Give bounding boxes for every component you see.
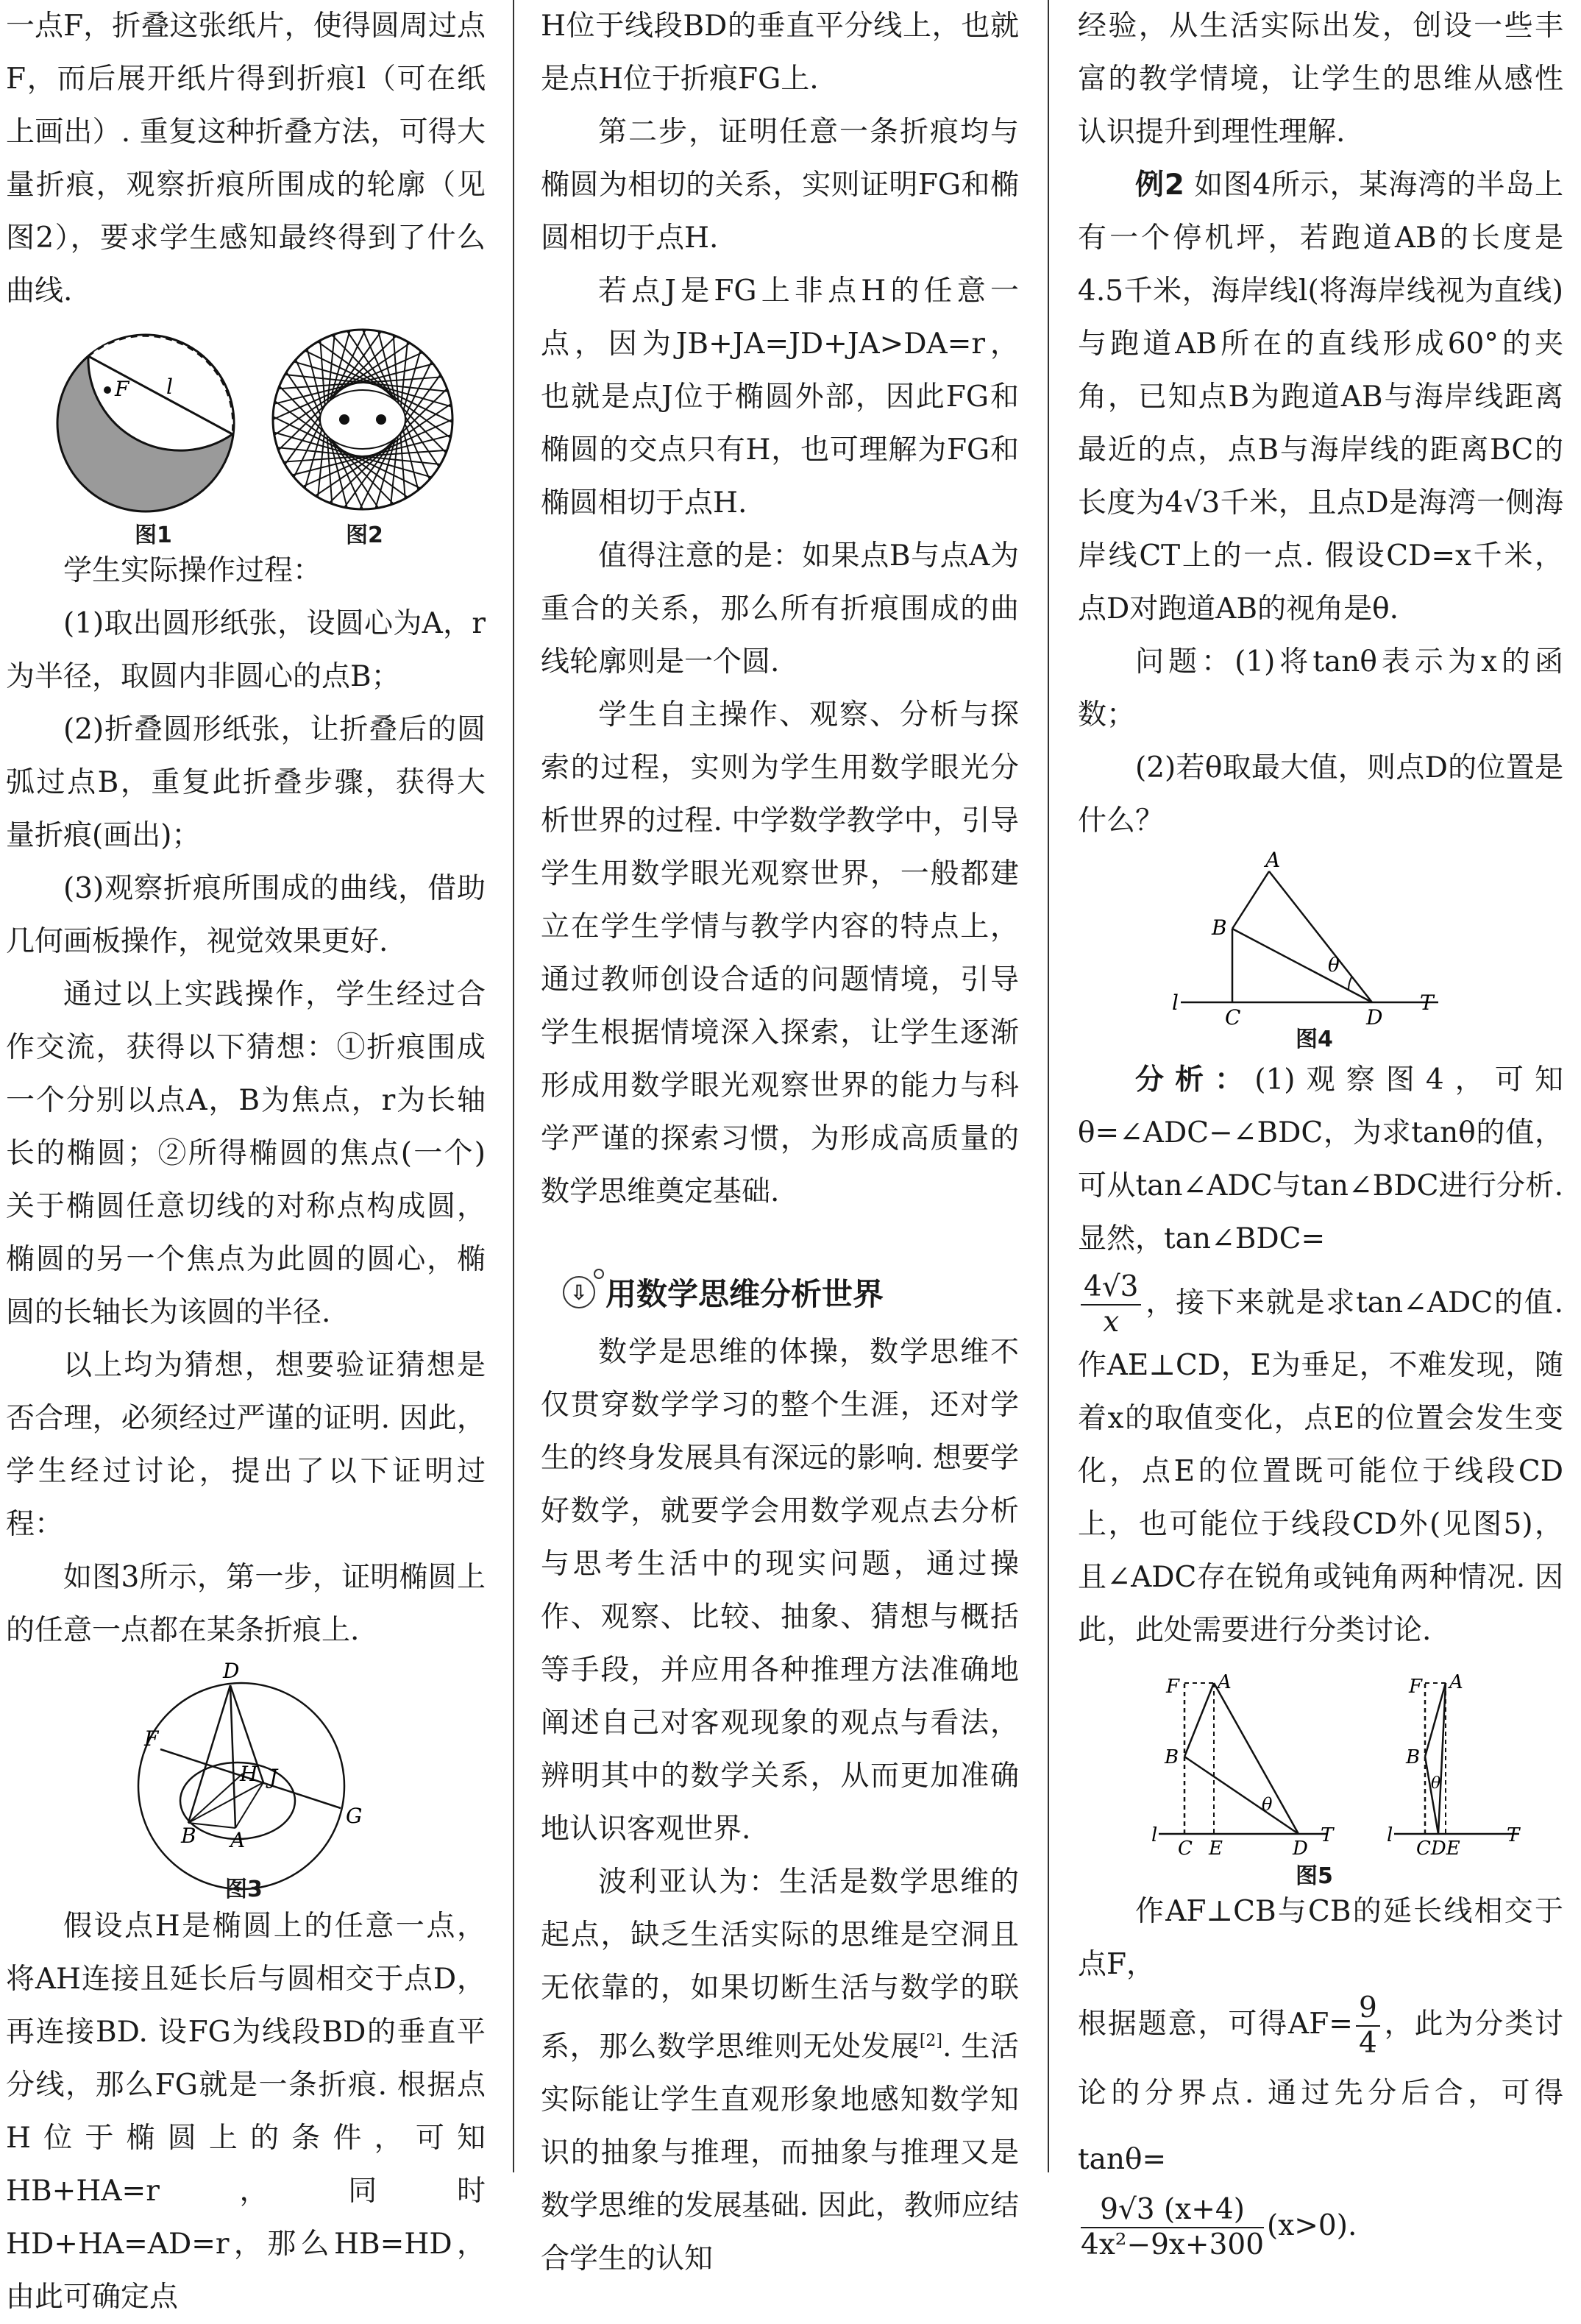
paragraph-text: . 生活实际能让学生直观形象地感知数学知识的抽象与推理，而抽象与推理又是数学思维的发展基础. 因此，教师应结合学生的认知 [541, 2030, 1019, 2275]
paragraph: 若点J是FG上非点H的任意一点，因为JB+JA=JD+JA>DA=r，也就是点J位于椭圆外部，因此FG和椭圆的交点只有H，也可理解为FG和椭圆相切于点H. [541, 274, 1019, 520]
paragraph-text: ，此为分类讨论的分界点. 通过先分后合，可得tanθ= [1078, 2008, 1563, 2176]
paragraph-text: 根据题意，可得AF= [1078, 2008, 1353, 2041]
label-A: A [230, 1828, 246, 1852]
paragraph: 值得注意的是：如果点B与点A为重合的关系，那么所有折痕围成的曲线轮廓则是一个圆. [541, 539, 1019, 679]
paragraph: 通过以上实践操作，学生经过合作交流，获得以下猜想：①折痕围成一个分别以点A，B为焦点，r为长轴长的椭圆；②所得椭圆的焦点(一个)关于椭圆任意切线的对称点构成圆，椭圆的另一个焦点为此圆的圆心，椭圆的长轴长为该圆的半径. [6, 978, 486, 1329]
reference-mark: [2] [919, 2032, 942, 2050]
label-D: D [1293, 1838, 1308, 1860]
column-2 [541, 0, 1019, 2286]
label-B: B [181, 1824, 196, 1848]
label-l: l [1172, 991, 1179, 1015]
paragraph: 作AF⊥CB与CB的延长线相交于点F， [1078, 1895, 1563, 1981]
paragraph-text: 波利亚认为：生活是数学思维的起点，缺乏生活实际的思维是空洞且无依靠的，如果切断生活与数学的联系，那么数学思维则无处发展 [541, 1866, 1019, 2063]
paragraph: (1)取出圆形纸张，设圆心为A，r为半径，取圆内非圆心的点B； [6, 607, 486, 693]
paragraph: (2)折叠圆形纸张，让折叠后的圆弧过点B，重复此折叠步骤，获得大量折痕(画出)； [6, 713, 486, 852]
label-C: C [1225, 1005, 1241, 1030]
label-F: F [1409, 1676, 1423, 1698]
paragraph-text: (1)观察图4，可知θ=∠ADC−∠BDC，为求tanθ的值，可从tan∠ADC与tan∠BDC进行分析. 显然，tan∠BDC= [1078, 1063, 1563, 1255]
label-T: T [1507, 1824, 1520, 1846]
fraction: $\frac{9}{4}$ [1356, 1991, 1380, 2061]
paragraph: 一点F，折叠这张纸片，使得圆周过点F，而后展开纸片得到折痕l（可在纸上画出）. 重复这种折叠方法，可得大量折痕，观察折痕所围成的轮廓（见图2），要求学生感知最终得到了什么曲线. [6, 10, 486, 308]
label-F: F [115, 377, 129, 401]
figure-4 [1078, 848, 1563, 1054]
label-C: C [1178, 1838, 1193, 1860]
figure-5 [1078, 1665, 1563, 1889]
paragraph: 经验，从生活实际出发，创设一些丰富的教学情境，让学生的思维从感性认识提升到理性理解. [1078, 10, 1563, 149]
figure-3-caption: 图3 [225, 1877, 263, 1902]
label-l: l [1387, 1824, 1393, 1846]
figure-5-caption: 图5 [1296, 1863, 1333, 1889]
paragraph: 如图3所示，第一步，证明椭圆上的任意一点都在某条折痕上. [6, 1561, 486, 1647]
label-G: G [346, 1804, 363, 1828]
label-B: B [1406, 1746, 1421, 1768]
figure-4-caption: 图4 [1296, 1027, 1333, 1052]
paragraph: 数学是思维的体操，数学思维不仅贯穿数学学习的整个生涯，还对学生的终身发展具有深远的影响. 想要学好数学，就要学会用数学观点去分析与思考生活中的现实问题，通过操作、观察、比较、抽象、猜想与概括等手段，并应用各种推理方法准确地阐述自己对客观现象的观点与看法，辨明其中的数学关系，从而更加准确地认识客观世界. [541, 1336, 1019, 1846]
paragraph: 学生自主操作、观察、分析与探索的过程，实则为学生用数学眼光分析世界的过程. 中学数学教学中，引导学生用数学眼光观察世界，一般都建立在学生学情与教学内容的特点上，通过教师创设合适的问题情境，引导学生根据情境深入探索，让学生逐渐形成用数学眼光观察世界的能力与科学严谨的探索习惯，为形成高质量的数学思维奠定基础. [541, 698, 1019, 1208]
figure-1 [43, 324, 278, 515]
label-D: D [1366, 1005, 1383, 1030]
paragraph: 假设点H是椭圆上的任意一点，将AH连接且延长后与圆相交于点D，再连接BD. 设FG为线段BD的垂直平分线，那么FG就是一条折痕. 根据点H位于椭圆上的条件，可知HB+HA=r，同时HD+HA=AD=r，那么HB=HD，由此可确定点 [6, 1910, 486, 2314]
label-theta: θ [1431, 1774, 1441, 1793]
paragraph: (3)观察折痕所围成的曲线，借助几何画板操作，视觉效果更好. [6, 872, 486, 958]
figure-1-caption: 图1 [135, 522, 172, 548]
label-l: l [166, 375, 173, 399]
paragraph: H位于线段BD的垂直平分线上，也就是点H位于折痕FG上. [541, 10, 1019, 96]
figures-1-2 [6, 324, 486, 548]
paragraph [1078, 1054, 1563, 1266]
label-A: A [1265, 848, 1281, 872]
label-J: J [269, 1765, 278, 1789]
fraction: $\frac{9√3 (x+4)}{\text{4x²−9x+300}}$ [1081, 2193, 1265, 2261]
paragraph: 第二步，证明任意一条折痕均与椭圆为相切的关系，实则证明FG和椭圆相切于点H. [541, 116, 1019, 255]
column-rule-left [513, 0, 514, 2172]
label-A: A [1449, 1671, 1463, 1693]
section-heading-text: 用数学思维分析世界 [605, 1276, 884, 1312]
paragraph [1078, 2193, 1563, 2262]
label-F: F [1166, 1676, 1180, 1698]
paragraph-text: (x>0). [1267, 2209, 1357, 2242]
paragraph: 学生实际操作过程： [63, 554, 322, 587]
paragraph [541, 1856, 1019, 2286]
figure-3 [6, 1657, 486, 1900]
label-theta: θ [1328, 954, 1340, 977]
down-arrow-icon: ⇩ [563, 1276, 595, 1308]
example-label: 例2 [1135, 169, 1184, 202]
figure-2 [260, 324, 466, 515]
paragraph-text: 如图4所示，某海湾的半岛上有一个停机坪，若跑道AB的长度是4.5千米，海岸线l(将海岸线视为直线)与跑道AB所在的直线形成60°的夹角，已知点B为跑道AB与海岸线距离最近的点，点B与海岸线的距离BC的长度为4√3千米，且点D是海湾一侧海岸线CT上的一点. 假设CD=x千米，点D对跑道AB的视角是θ. [1078, 169, 1563, 626]
paragraph [1078, 159, 1563, 636]
column-1 [6, 0, 486, 2324]
label-A: A [1218, 1671, 1232, 1693]
label-T: T [1420, 991, 1434, 1015]
label-theta: θ [1262, 1794, 1273, 1815]
label-CDE: CDE [1416, 1838, 1460, 1860]
label-T: T [1321, 1824, 1334, 1846]
paragraph-text: ，接下来就是求tan∠ADC的值. 作AE⊥CD，E为垂足，不难发现，随着x的取值变化，点E的位置会发生变化，点E的位置既可能位于线段CD上，也可能位于线段CD外(见图5)，且∠ADC存在锐角或钝角两种情况. 因此，此处需要进行分类讨论. [1078, 1286, 1563, 1647]
paragraph: (2)若θ取最大值，则点D的位置是什么？ [1078, 751, 1563, 837]
label-B: B [1165, 1746, 1179, 1768]
paragraph [1078, 1270, 1563, 1657]
label-l: l [1151, 1824, 1158, 1846]
column-3 [1078, 0, 1563, 2262]
column-rule-right [1048, 0, 1049, 2172]
paragraph: 问题：(1)将tanθ表示为x的函数； [1078, 645, 1563, 731]
paragraph [1078, 1991, 1563, 2193]
label-D: D [223, 1659, 240, 1683]
label-H: H [240, 1762, 258, 1786]
fraction: $\frac{4√3}{x}$ [1081, 1270, 1141, 1339]
paragraph: 以上均为猜想，想要验证猜想是否合理，必须经过严谨的证明. 因此，学生经过讨论，提出了以下证明过程： [6, 1349, 486, 1541]
label-F: F [144, 1726, 159, 1751]
label-E: E [1209, 1838, 1223, 1860]
section-heading [563, 1263, 1019, 1322]
analysis-label: 分析： [1135, 1063, 1255, 1097]
figure-2-caption: 图2 [346, 522, 383, 548]
label-B: B [1212, 915, 1227, 940]
